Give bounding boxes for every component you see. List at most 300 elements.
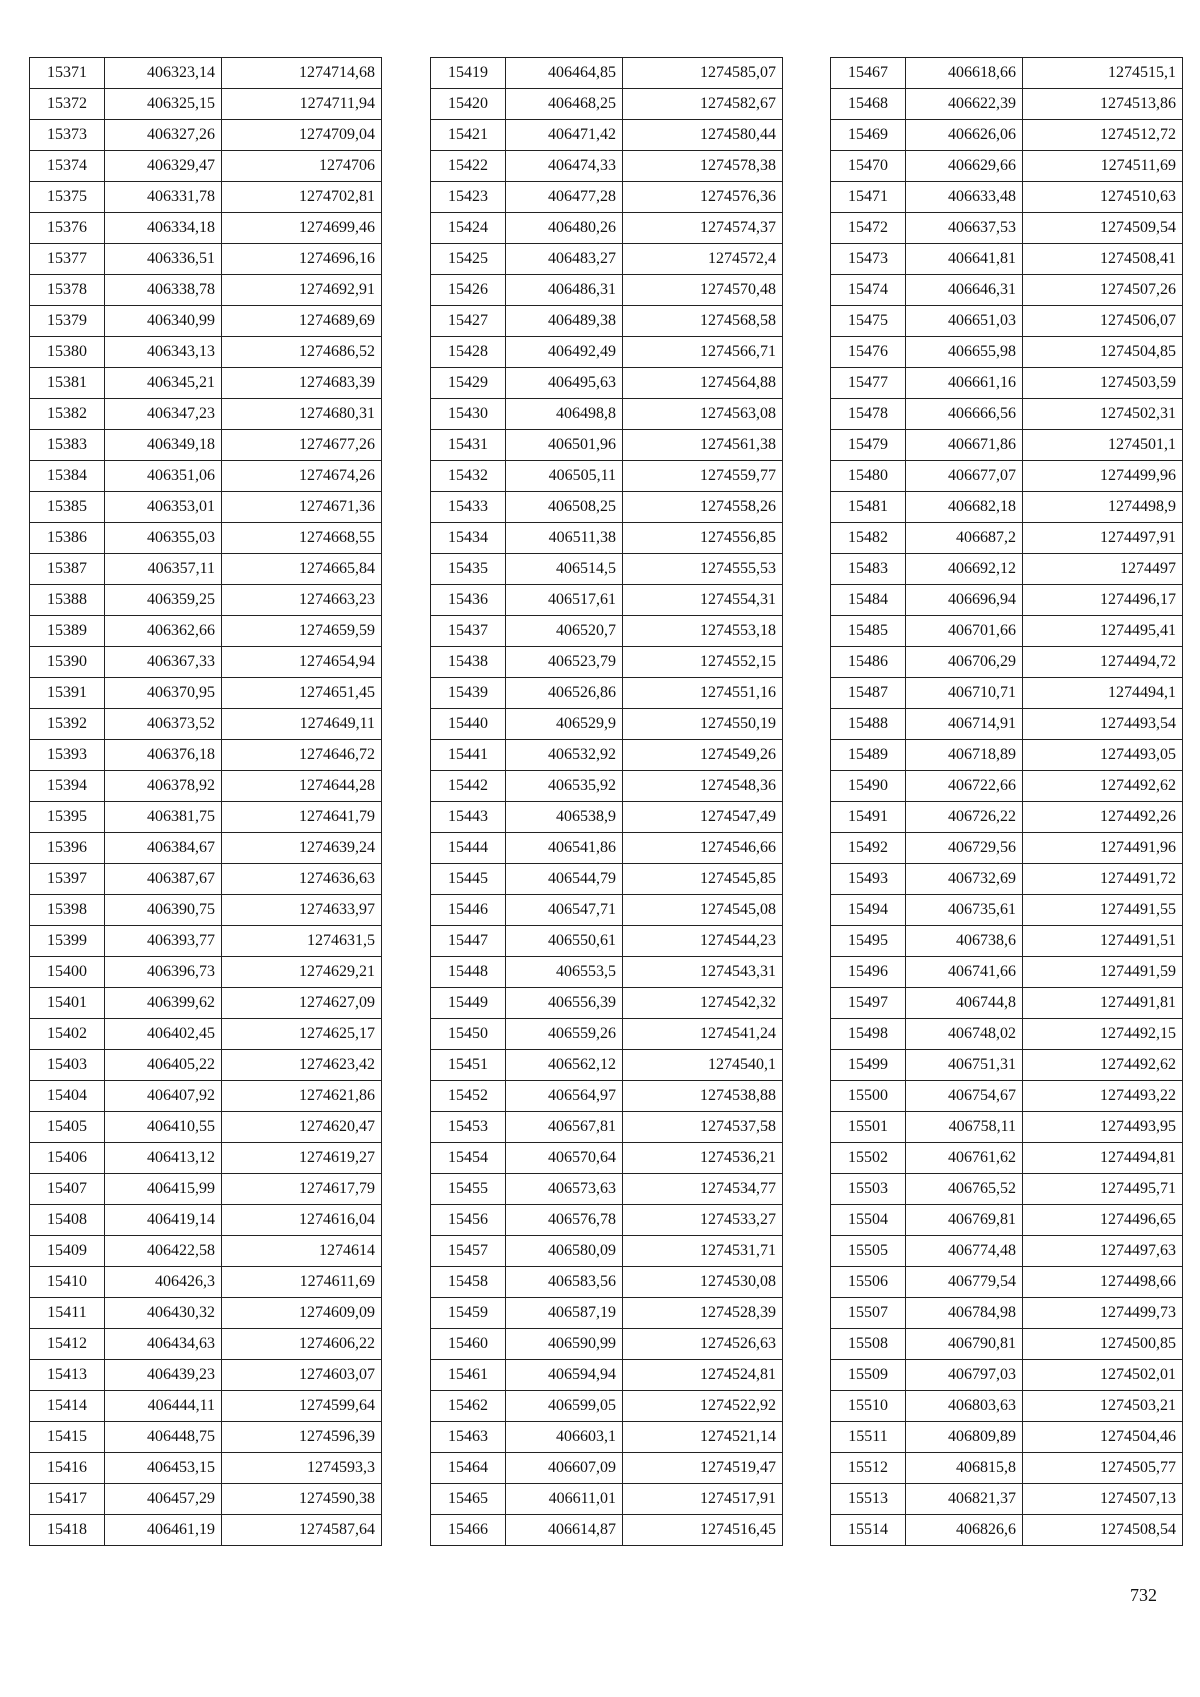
x-coordinate-cell: 406514,5 <box>506 554 623 585</box>
x-coordinate-cell: 406334,18 <box>105 213 222 244</box>
y-coordinate-cell: 1274521,14 <box>623 1422 783 1453</box>
table-row <box>431 833 783 864</box>
point-id-cell: 15487 <box>831 678 906 709</box>
y-coordinate-cell: 1274531,71 <box>623 1236 783 1267</box>
table-row <box>831 988 1183 1019</box>
point-id-cell: 15382 <box>30 399 105 430</box>
x-coordinate-cell: 406415,99 <box>105 1174 222 1205</box>
y-coordinate-cell: 1274625,17 <box>222 1019 382 1050</box>
point-id-cell: 15432 <box>431 461 506 492</box>
table-row <box>431 1422 783 1453</box>
y-coordinate-cell: 1274511,69 <box>1023 151 1183 182</box>
y-coordinate-cell: 1274498,66 <box>1023 1267 1183 1298</box>
point-id-cell: 15492 <box>831 833 906 864</box>
y-coordinate-cell: 1274492,15 <box>1023 1019 1183 1050</box>
table-row <box>431 1298 783 1329</box>
y-coordinate-cell: 1274495,71 <box>1023 1174 1183 1205</box>
x-coordinate-cell: 406550,61 <box>506 926 623 957</box>
y-coordinate-cell: 1274519,47 <box>623 1453 783 1484</box>
table-row <box>30 213 382 244</box>
x-coordinate-cell: 406362,66 <box>105 616 222 647</box>
y-coordinate-cell: 1274537,58 <box>623 1112 783 1143</box>
table-row <box>831 368 1183 399</box>
point-id-cell: 15480 <box>831 461 906 492</box>
point-id-cell: 15476 <box>831 337 906 368</box>
point-id-cell: 15401 <box>30 988 105 1019</box>
table-row <box>431 647 783 678</box>
y-coordinate-cell: 1274497,63 <box>1023 1236 1183 1267</box>
y-coordinate-cell: 1274580,44 <box>623 120 783 151</box>
table-row <box>431 430 783 461</box>
x-coordinate-cell: 406376,18 <box>105 740 222 771</box>
table-row <box>431 585 783 616</box>
point-id-cell: 15473 <box>831 244 906 275</box>
table-row <box>431 1267 783 1298</box>
point-id-cell: 15430 <box>431 399 506 430</box>
y-coordinate-cell: 1274533,27 <box>623 1205 783 1236</box>
y-coordinate-cell: 1274507,26 <box>1023 275 1183 306</box>
point-id-cell: 15410 <box>30 1267 105 1298</box>
x-coordinate-cell: 406710,71 <box>906 678 1023 709</box>
point-id-cell: 15512 <box>831 1453 906 1484</box>
point-id-cell: 15441 <box>431 740 506 771</box>
x-coordinate-cell: 406573,63 <box>506 1174 623 1205</box>
point-id-cell: 15420 <box>431 89 506 120</box>
y-coordinate-cell: 1274686,52 <box>222 337 382 368</box>
x-coordinate-cell: 406413,12 <box>105 1143 222 1174</box>
x-coordinate-cell: 406338,78 <box>105 275 222 306</box>
y-coordinate-cell: 1274706 <box>222 151 382 182</box>
x-coordinate-cell: 406809,89 <box>906 1422 1023 1453</box>
table-row <box>831 678 1183 709</box>
table-row <box>431 616 783 647</box>
y-coordinate-cell: 1274590,38 <box>222 1484 382 1515</box>
x-coordinate-cell: 406626,06 <box>906 120 1023 151</box>
y-coordinate-cell: 1274596,39 <box>222 1422 382 1453</box>
table-row <box>30 368 382 399</box>
point-id-cell: 15402 <box>30 1019 105 1050</box>
x-coordinate-cell: 406701,66 <box>906 616 1023 647</box>
table-row <box>30 771 382 802</box>
x-coordinate-cell: 406784,98 <box>906 1298 1023 1329</box>
point-id-cell: 15464 <box>431 1453 506 1484</box>
table-row <box>431 740 783 771</box>
x-coordinate-cell: 406748,02 <box>906 1019 1023 1050</box>
y-coordinate-cell: 1274572,4 <box>623 244 783 275</box>
point-id-cell: 15437 <box>431 616 506 647</box>
point-id-cell: 15427 <box>431 306 506 337</box>
point-id-cell: 15383 <box>30 430 105 461</box>
x-coordinate-cell: 406323,14 <box>105 58 222 89</box>
y-coordinate-cell: 1274492,62 <box>1023 1050 1183 1081</box>
table-row <box>30 492 382 523</box>
x-coordinate-cell: 406655,98 <box>906 337 1023 368</box>
y-coordinate-cell: 1274627,09 <box>222 988 382 1019</box>
x-coordinate-cell: 406815,8 <box>906 1453 1023 1484</box>
table-row <box>431 709 783 740</box>
table-row <box>831 554 1183 585</box>
x-coordinate-cell: 406633,48 <box>906 182 1023 213</box>
y-coordinate-cell: 1274492,62 <box>1023 771 1183 802</box>
point-id-cell: 15412 <box>30 1329 105 1360</box>
table-row <box>30 1267 382 1298</box>
table-row <box>431 771 783 802</box>
y-coordinate-cell: 1274552,15 <box>623 647 783 678</box>
point-id-cell: 15453 <box>431 1112 506 1143</box>
x-coordinate-cell: 406468,25 <box>506 89 623 120</box>
table-row <box>30 151 382 182</box>
point-id-cell: 15391 <box>30 678 105 709</box>
point-id-cell: 15484 <box>831 585 906 616</box>
x-coordinate-cell: 406511,38 <box>506 523 623 554</box>
x-coordinate-cell: 406622,39 <box>906 89 1023 120</box>
point-id-cell: 15496 <box>831 957 906 988</box>
point-id-cell: 15374 <box>30 151 105 182</box>
point-id-cell: 15389 <box>30 616 105 647</box>
table-row <box>30 740 382 771</box>
y-coordinate-cell: 1274570,48 <box>623 275 783 306</box>
y-coordinate-cell: 1274606,22 <box>222 1329 382 1360</box>
point-id-cell: 15446 <box>431 895 506 926</box>
table-row <box>431 337 783 368</box>
x-coordinate-cell: 406603,1 <box>506 1422 623 1453</box>
point-id-cell: 15417 <box>30 1484 105 1515</box>
x-coordinate-cell: 406779,54 <box>906 1267 1023 1298</box>
table-row <box>831 833 1183 864</box>
y-coordinate-cell: 1274545,08 <box>623 895 783 926</box>
y-coordinate-cell: 1274508,54 <box>1023 1515 1183 1546</box>
x-coordinate-cell: 406327,26 <box>105 120 222 151</box>
table-row <box>831 213 1183 244</box>
point-id-cell: 15494 <box>831 895 906 926</box>
x-coordinate-cell: 406556,39 <box>506 988 623 1019</box>
y-coordinate-cell: 1274550,19 <box>623 709 783 740</box>
y-coordinate-cell: 1274492,26 <box>1023 802 1183 833</box>
y-coordinate-cell: 1274500,85 <box>1023 1329 1183 1360</box>
point-id-cell: 15501 <box>831 1112 906 1143</box>
point-id-cell: 15434 <box>431 523 506 554</box>
point-id-cell: 15372 <box>30 89 105 120</box>
y-coordinate-cell: 1274564,88 <box>623 368 783 399</box>
x-coordinate-cell: 406483,27 <box>506 244 623 275</box>
point-id-cell: 15467 <box>831 58 906 89</box>
point-id-cell: 15440 <box>431 709 506 740</box>
x-coordinate-cell: 406387,67 <box>105 864 222 895</box>
point-id-cell: 15406 <box>30 1143 105 1174</box>
table-row <box>30 1112 382 1143</box>
y-coordinate-cell: 1274506,07 <box>1023 306 1183 337</box>
x-coordinate-cell: 406564,97 <box>506 1081 623 1112</box>
table-row <box>30 1081 382 1112</box>
y-coordinate-cell: 1274617,79 <box>222 1174 382 1205</box>
x-coordinate-cell: 406331,78 <box>105 182 222 213</box>
table-row <box>30 1453 382 1484</box>
table-row <box>30 430 382 461</box>
y-coordinate-cell: 1274491,59 <box>1023 957 1183 988</box>
point-id-cell: 15514 <box>831 1515 906 1546</box>
y-coordinate-cell: 1274530,08 <box>623 1267 783 1298</box>
table-row <box>831 492 1183 523</box>
table-row <box>30 89 382 120</box>
point-id-cell: 15396 <box>30 833 105 864</box>
point-id-cell: 15507 <box>831 1298 906 1329</box>
table-row <box>30 1515 382 1546</box>
y-coordinate-cell: 1274668,55 <box>222 523 382 554</box>
table-row <box>831 1267 1183 1298</box>
y-coordinate-cell: 1274524,81 <box>623 1360 783 1391</box>
table-row <box>831 1050 1183 1081</box>
x-coordinate-cell: 406381,75 <box>105 802 222 833</box>
point-id-cell: 15465 <box>431 1484 506 1515</box>
y-coordinate-cell: 1274494,1 <box>1023 678 1183 709</box>
y-coordinate-cell: 1274512,72 <box>1023 120 1183 151</box>
x-coordinate-cell: 406666,56 <box>906 399 1023 430</box>
table-row <box>831 58 1183 89</box>
x-coordinate-cell: 406492,49 <box>506 337 623 368</box>
point-id-cell: 15393 <box>30 740 105 771</box>
x-coordinate-cell: 406402,45 <box>105 1019 222 1050</box>
y-coordinate-cell: 1274515,1 <box>1023 58 1183 89</box>
point-id-cell: 15375 <box>30 182 105 213</box>
point-id-cell: 15483 <box>831 554 906 585</box>
y-coordinate-cell: 1274659,59 <box>222 616 382 647</box>
point-id-cell: 15409 <box>30 1236 105 1267</box>
y-coordinate-cell: 1274593,3 <box>222 1453 382 1484</box>
y-coordinate-cell: 1274549,26 <box>623 740 783 771</box>
x-coordinate-cell: 406399,62 <box>105 988 222 1019</box>
y-coordinate-cell: 1274559,77 <box>623 461 783 492</box>
point-id-cell: 15471 <box>831 182 906 213</box>
x-coordinate-cell: 406489,38 <box>506 306 623 337</box>
point-id-cell: 15426 <box>431 275 506 306</box>
x-coordinate-cell: 406474,33 <box>506 151 623 182</box>
point-id-cell: 15379 <box>30 306 105 337</box>
x-coordinate-cell: 406629,66 <box>906 151 1023 182</box>
table-row <box>431 1515 783 1546</box>
x-coordinate-cell: 406599,05 <box>506 1391 623 1422</box>
table-row <box>831 1422 1183 1453</box>
y-coordinate-cell: 1274543,31 <box>623 957 783 988</box>
y-coordinate-cell: 1274623,42 <box>222 1050 382 1081</box>
table-row <box>831 616 1183 647</box>
table-row <box>30 833 382 864</box>
y-coordinate-cell: 1274639,24 <box>222 833 382 864</box>
point-id-cell: 15486 <box>831 647 906 678</box>
table-row <box>431 151 783 182</box>
table-row <box>431 1205 783 1236</box>
x-coordinate-cell: 406355,03 <box>105 523 222 554</box>
table-row <box>831 647 1183 678</box>
y-coordinate-cell: 1274507,13 <box>1023 1484 1183 1515</box>
table-row <box>831 864 1183 895</box>
y-coordinate-cell: 1274611,69 <box>222 1267 382 1298</box>
x-coordinate-cell: 406535,92 <box>506 771 623 802</box>
y-coordinate-cell: 1274502,31 <box>1023 399 1183 430</box>
x-coordinate-cell: 406517,61 <box>506 585 623 616</box>
point-id-cell: 15449 <box>431 988 506 1019</box>
x-coordinate-cell: 406567,81 <box>506 1112 623 1143</box>
point-id-cell: 15384 <box>30 461 105 492</box>
x-coordinate-cell: 406726,22 <box>906 802 1023 833</box>
x-coordinate-cell: 406407,92 <box>105 1081 222 1112</box>
y-coordinate-cell: 1274699,46 <box>222 213 382 244</box>
x-coordinate-cell: 406495,63 <box>506 368 623 399</box>
point-id-cell: 15513 <box>831 1484 906 1515</box>
point-id-cell: 15475 <box>831 306 906 337</box>
y-coordinate-cell: 1274491,51 <box>1023 926 1183 957</box>
table-row <box>30 957 382 988</box>
point-id-cell: 15405 <box>30 1112 105 1143</box>
y-coordinate-cell: 1274510,63 <box>1023 182 1183 213</box>
x-coordinate-cell: 406682,18 <box>906 492 1023 523</box>
x-coordinate-cell: 406641,81 <box>906 244 1023 275</box>
x-coordinate-cell: 406547,71 <box>506 895 623 926</box>
y-coordinate-cell: 1274680,31 <box>222 399 382 430</box>
point-id-cell: 15452 <box>431 1081 506 1112</box>
table-row <box>831 1391 1183 1422</box>
y-coordinate-cell: 1274491,72 <box>1023 864 1183 895</box>
point-id-cell: 15508 <box>831 1329 906 1360</box>
point-id-cell: 15478 <box>831 399 906 430</box>
coordinates-table-1 <box>29 57 382 1546</box>
point-id-cell: 15392 <box>30 709 105 740</box>
x-coordinate-cell: 406692,12 <box>906 554 1023 585</box>
table-row <box>831 1236 1183 1267</box>
x-coordinate-cell: 406422,58 <box>105 1236 222 1267</box>
point-id-cell: 15447 <box>431 926 506 957</box>
point-id-cell: 15495 <box>831 926 906 957</box>
y-coordinate-cell: 1274494,81 <box>1023 1143 1183 1174</box>
x-coordinate-cell: 406378,92 <box>105 771 222 802</box>
point-id-cell: 15505 <box>831 1236 906 1267</box>
point-id-cell: 15463 <box>431 1422 506 1453</box>
x-coordinate-cell: 406393,77 <box>105 926 222 957</box>
x-coordinate-cell: 406520,7 <box>506 616 623 647</box>
point-id-cell: 15400 <box>30 957 105 988</box>
y-coordinate-cell: 1274546,66 <box>623 833 783 864</box>
x-coordinate-cell: 406329,47 <box>105 151 222 182</box>
table-row <box>30 399 382 430</box>
x-coordinate-cell: 406457,29 <box>105 1484 222 1515</box>
point-id-cell: 15479 <box>831 430 906 461</box>
table-row <box>831 771 1183 802</box>
table-row <box>831 957 1183 988</box>
y-coordinate-cell: 1274493,95 <box>1023 1112 1183 1143</box>
table-row <box>431 1453 783 1484</box>
y-coordinate-cell: 1274558,26 <box>623 492 783 523</box>
point-id-cell: 15390 <box>30 647 105 678</box>
point-id-cell: 15481 <box>831 492 906 523</box>
table-row <box>831 120 1183 151</box>
y-coordinate-cell: 1274503,21 <box>1023 1391 1183 1422</box>
table-row <box>30 802 382 833</box>
x-coordinate-cell: 406544,79 <box>506 864 623 895</box>
point-id-cell: 15399 <box>30 926 105 957</box>
point-id-cell: 15404 <box>30 1081 105 1112</box>
y-coordinate-cell: 1274633,97 <box>222 895 382 926</box>
point-id-cell: 15403 <box>30 1050 105 1081</box>
x-coordinate-cell: 406735,61 <box>906 895 1023 926</box>
y-coordinate-cell: 1274547,49 <box>623 802 783 833</box>
point-id-cell: 15443 <box>431 802 506 833</box>
point-id-cell: 15458 <box>431 1267 506 1298</box>
table-row <box>831 337 1183 368</box>
point-id-cell: 15472 <box>831 213 906 244</box>
point-id-cell: 15438 <box>431 647 506 678</box>
y-coordinate-cell: 1274603,07 <box>222 1360 382 1391</box>
table-row <box>30 523 382 554</box>
y-coordinate-cell: 1274536,21 <box>623 1143 783 1174</box>
table-row <box>831 430 1183 461</box>
point-id-cell: 15397 <box>30 864 105 895</box>
y-coordinate-cell: 1274544,23 <box>623 926 783 957</box>
table-row <box>431 89 783 120</box>
table-row <box>30 1484 382 1515</box>
point-id-cell: 15433 <box>431 492 506 523</box>
point-id-cell: 15407 <box>30 1174 105 1205</box>
table-row <box>431 988 783 1019</box>
point-id-cell: 15444 <box>431 833 506 864</box>
y-coordinate-cell: 1274616,04 <box>222 1205 382 1236</box>
y-coordinate-cell: 1274629,21 <box>222 957 382 988</box>
x-coordinate-cell: 406677,07 <box>906 461 1023 492</box>
point-id-cell: 15414 <box>30 1391 105 1422</box>
point-id-cell: 15388 <box>30 585 105 616</box>
x-coordinate-cell: 406751,31 <box>906 1050 1023 1081</box>
x-coordinate-cell: 406671,86 <box>906 430 1023 461</box>
point-id-cell: 15436 <box>431 585 506 616</box>
x-coordinate-cell: 406590,99 <box>506 1329 623 1360</box>
table-row <box>431 802 783 833</box>
x-coordinate-cell: 406461,19 <box>105 1515 222 1546</box>
y-coordinate-cell: 1274585,07 <box>623 58 783 89</box>
y-coordinate-cell: 1274498,9 <box>1023 492 1183 523</box>
table-row <box>831 275 1183 306</box>
y-coordinate-cell: 1274561,38 <box>623 430 783 461</box>
x-coordinate-cell: 406370,95 <box>105 678 222 709</box>
table-row <box>30 1391 382 1422</box>
y-coordinate-cell: 1274614 <box>222 1236 382 1267</box>
y-coordinate-cell: 1274503,59 <box>1023 368 1183 399</box>
table-row <box>831 89 1183 120</box>
point-id-cell: 15448 <box>431 957 506 988</box>
x-coordinate-cell: 406426,3 <box>105 1267 222 1298</box>
table-row <box>30 1143 382 1174</box>
x-coordinate-cell: 406384,67 <box>105 833 222 864</box>
table-row <box>30 1329 382 1360</box>
table-row <box>30 895 382 926</box>
point-id-cell: 15493 <box>831 864 906 895</box>
x-coordinate-cell: 406486,31 <box>506 275 623 306</box>
y-coordinate-cell: 1274499,73 <box>1023 1298 1183 1329</box>
y-coordinate-cell: 1274493,05 <box>1023 740 1183 771</box>
y-coordinate-cell: 1274631,5 <box>222 926 382 957</box>
table-row <box>30 244 382 275</box>
x-coordinate-cell: 406559,26 <box>506 1019 623 1050</box>
table-row <box>831 1205 1183 1236</box>
coordinates-table-3 <box>830 57 1183 1546</box>
table-row <box>30 58 382 89</box>
x-coordinate-cell: 406343,13 <box>105 337 222 368</box>
table-row <box>30 1050 382 1081</box>
y-coordinate-cell: 1274491,55 <box>1023 895 1183 926</box>
x-coordinate-cell: 406661,16 <box>906 368 1023 399</box>
y-coordinate-cell: 1274674,26 <box>222 461 382 492</box>
table-row <box>431 120 783 151</box>
y-coordinate-cell: 1274665,84 <box>222 554 382 585</box>
y-coordinate-cell: 1274534,77 <box>623 1174 783 1205</box>
table-row <box>30 1360 382 1391</box>
